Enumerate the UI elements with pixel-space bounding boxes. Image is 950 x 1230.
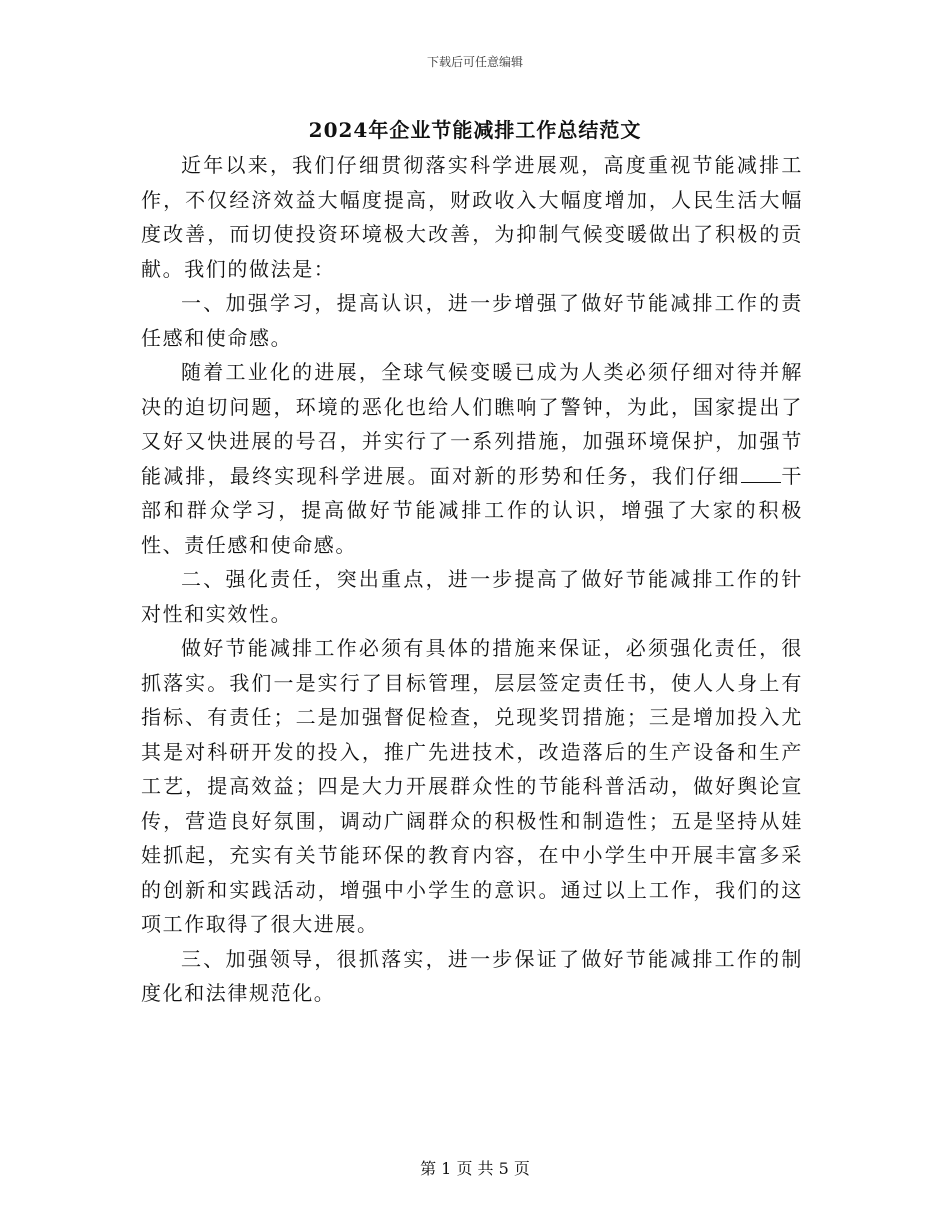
paragraph-climate (141, 355, 803, 562)
fill-in-blank (741, 464, 781, 483)
paragraph-climate-part-1: 随着工业化的进展，全球气候变暖已成为人类必须仔细对待并解决的迫切问题，环境的恶化也给人们瞧响了警钟，为此，国家提出了又好又快进展的号召，并实行了一系列措施，加强环境保护，加强节能减排，最终实现科学进展。面对新的形势和任务，我们仔细 (141, 360, 803, 488)
paragraph-climate-part-2: 干部和群众学习，提高做好节能减排工作的认识，增强了大家的积极性、责任感和使命感。 (141, 463, 803, 557)
document-body (141, 148, 803, 1011)
paragraph-heading-1: 一、加强学习，提高认识，进一步增强了做好节能减排工作的责任感和使命感。 (141, 291, 803, 350)
document-title: 2024年企业节能减排工作总结范文 (308, 118, 642, 142)
page-number-footer: 第 1 页 共 5 页 (420, 1159, 530, 1178)
paragraph-intro: 近年以来，我们仔细贯彻落实科学进展观，高度重视节能减排工作，不仅经济效益大幅度提高，财政收入大幅度增加，人民生活大幅度改善，而切使投资环境极大改善，为抑制气候变暖做出了积极的贡献。我们的做法是： (141, 153, 803, 281)
paragraph-measures: 做好节能减排工作必须有具体的措施来保证，必须强化责任，很抓落实。我们一是实行了目标管理，层层签定责任书，使人人身上有指标、有责任；二是加强督促检查，兑现奖罚措施；三是增加投入尤其是对科研开发的投入，推广先进技术，改造落后的生产设备和生产工艺，提高效益；四是大力开展群众性的节能科普活动，做好舆论宣传，营造良好氛围，调动广阔群众的积极性和制造性；五是坚持从娃娃抓起，充实有关节能环保的教育内容，在中小学生中开展丰富多采的创新和实践活动，增强中小学生的意识。通过以上工作，我们的这项工作取得了很大进展。 (141, 636, 803, 936)
header-note: 下载后可任意编辑 (426, 55, 523, 69)
paragraph-heading-3: 三、加强领导，很抓落实，进一步保证了做好节能减排工作的制度化和法律规范化。 (141, 946, 803, 1005)
paragraph-heading-2: 二、强化责任，突出重点，进一步提高了做好节能减排工作的针对性和实效性。 (141, 567, 803, 626)
